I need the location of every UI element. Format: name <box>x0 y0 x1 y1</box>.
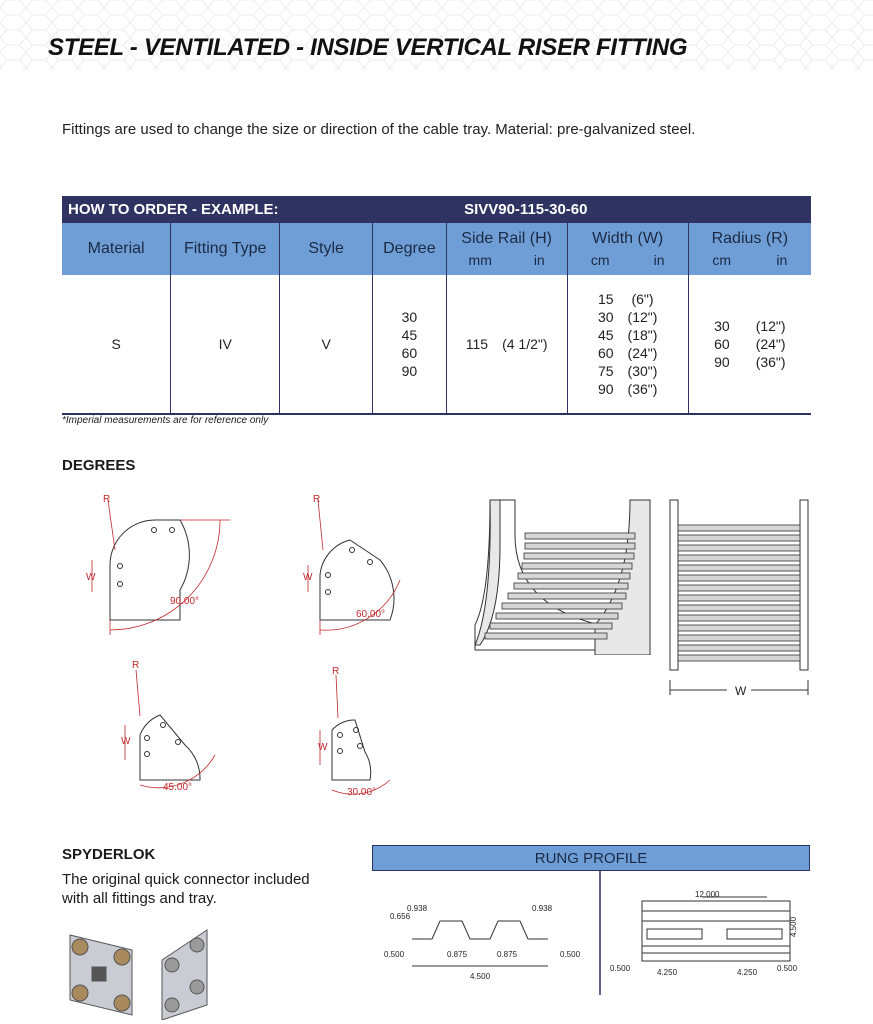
radius-in-unit: in <box>776 252 788 268</box>
col-style: Style <box>280 223 373 275</box>
radius-title: Radius (R) <box>711 230 789 247</box>
order-table-header <box>62 196 811 223</box>
fitting-60-shape <box>320 540 394 620</box>
width-in: (30") <box>627 363 658 379</box>
rung-profile-drawings <box>372 871 810 995</box>
dim-12000: 12.000 <box>695 890 720 899</box>
width-cm: 75 <box>597 363 614 379</box>
rung-profile-section <box>372 845 810 995</box>
label-30deg: 30.00° <box>347 787 377 798</box>
order-table-values <box>62 275 811 414</box>
width-cm-unit: cm <box>590 252 610 268</box>
dim-4250-b: 4.250 <box>737 968 758 977</box>
radius-cm: 90 <box>714 354 730 370</box>
degree-value: 30 <box>401 309 418 325</box>
side-rail-in-unit: in <box>533 252 545 268</box>
radius-cm-unit: cm <box>712 252 732 268</box>
label-60deg: 60.00° <box>356 609 386 620</box>
value-side-rail <box>446 275 567 414</box>
width-in-unit: in <box>653 252 665 268</box>
label-45deg: 45.00° <box>163 782 193 793</box>
fitting-45-shape <box>140 715 200 780</box>
order-table-columns <box>62 223 811 275</box>
dim-0875-a: 0.875 <box>447 950 468 959</box>
value-degrees <box>373 275 446 414</box>
dim-0875-b: 0.875 <box>497 950 518 959</box>
degrees-heading: DEGREES <box>62 457 136 474</box>
value-radius <box>688 275 811 414</box>
width-cm: 15 <box>597 291 614 307</box>
side-rail-title: Side Rail (H) <box>461 230 552 247</box>
dim-4500-side: 4.500 <box>789 916 798 937</box>
dim-4250-a: 4.250 <box>657 968 678 977</box>
width-cm: 60 <box>597 345 614 361</box>
width-in: (6") <box>631 291 654 307</box>
width-cm: 45 <box>597 327 614 343</box>
label-w-45: W <box>121 736 131 747</box>
label-r-45: R <box>132 660 140 671</box>
example-code: SIVV90-115-30-60 <box>446 196 811 223</box>
dim-0656: 0.656 <box>390 912 411 921</box>
dim-0500-left: 0.500 <box>384 950 405 959</box>
side-rail-mm-unit: mm <box>468 252 492 268</box>
dim-4500-bottom: 4.500 <box>470 972 491 981</box>
spyderlok-text: The original quick connector included with all fittings and tray. <box>62 871 310 907</box>
dim-0938-right: 0.938 <box>532 904 553 913</box>
label-90deg: 90.00° <box>170 596 200 607</box>
degree-value: 90 <box>401 363 418 379</box>
radius-in: (24") <box>755 336 786 352</box>
col-fitting-type: Fitting Type <box>171 223 280 275</box>
label-r-30: R <box>332 666 340 677</box>
spyderlok-heading: SPYDERLOK <box>62 846 156 863</box>
degree-value: 45 <box>401 327 418 343</box>
width-cm: 30 <box>597 309 614 325</box>
dim-0500-left-plan: 0.500 <box>610 964 631 973</box>
label-w-30: W <box>318 742 328 753</box>
col-radius <box>688 223 811 275</box>
spyderlok-connector-image <box>62 925 222 1020</box>
col-degree: Degree <box>373 223 446 275</box>
width-in: (18") <box>627 327 658 343</box>
imperial-note: *Imperial measurements are for reference only <box>62 415 269 426</box>
riser-perspective-drawing <box>470 495 660 655</box>
page-title: STEEL - VENTILATED - INSIDE VERTICAL RISER FITTING <box>48 34 688 61</box>
riser-front-view <box>665 495 815 705</box>
col-width <box>567 223 688 275</box>
width-title: Width (W) <box>592 230 664 247</box>
degree-value: 60 <box>401 345 418 361</box>
value-width <box>567 275 688 414</box>
intro-text: Fittings are used to change the size or direction of the cable tray. Material: pre-galvanized steel. <box>62 121 696 138</box>
rung-profile-heading: RUNG PROFILE <box>372 845 810 871</box>
col-side-rail <box>446 223 567 275</box>
value-fitting-type: IV <box>171 275 280 414</box>
how-to-order-label: HOW TO ORDER - EXAMPLE: <box>62 196 446 223</box>
radius-cm: 60 <box>714 336 730 352</box>
label-r-90: R <box>103 494 111 505</box>
label-width-w: W <box>735 684 747 698</box>
side-rail-in: (4 1/2") <box>502 336 548 352</box>
col-material: Material <box>62 223 171 275</box>
width-in: (36") <box>627 381 658 397</box>
width-cm: 90 <box>597 381 614 397</box>
radius-cm: 30 <box>714 318 730 334</box>
value-style: V <box>280 275 373 414</box>
label-r-60: R <box>313 494 321 505</box>
value-material: S <box>111 336 121 352</box>
width-in: (24") <box>627 345 658 361</box>
radius-in: (36") <box>755 354 786 370</box>
label-w-90: W <box>86 572 96 583</box>
dim-0500-right-plan: 0.500 <box>777 964 798 973</box>
label-w-60: W <box>303 572 313 583</box>
width-in: (12") <box>627 309 658 325</box>
radius-in: (12") <box>755 318 786 334</box>
side-rail-mm: 115 <box>465 336 489 352</box>
degree-diagrams <box>70 480 470 820</box>
dim-0500-right: 0.500 <box>560 950 581 959</box>
order-table <box>62 196 811 415</box>
dim-0938-top: 0.938 <box>407 904 428 913</box>
